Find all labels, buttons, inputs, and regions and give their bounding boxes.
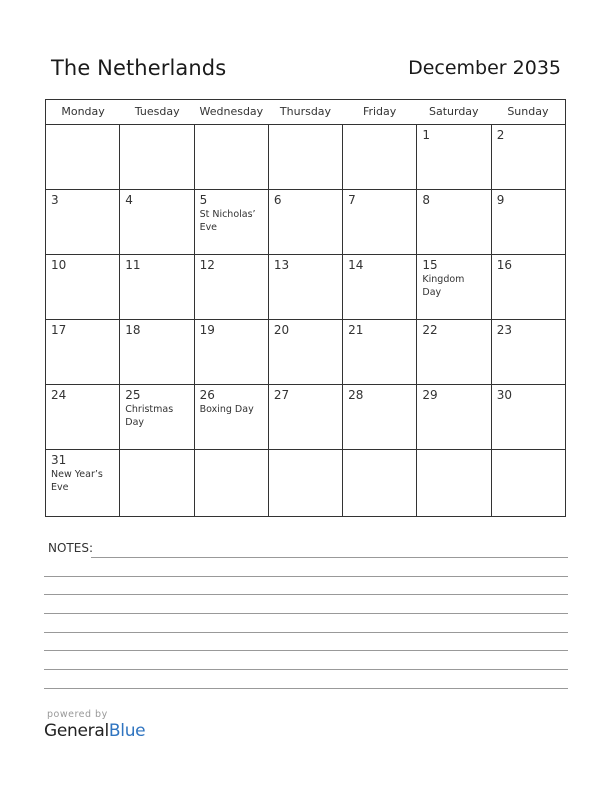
day-cell[interactable] — [417, 125, 491, 189]
day-cell[interactable] — [343, 190, 417, 254]
day-cell[interactable] — [417, 190, 491, 254]
week-row — [46, 320, 565, 385]
day-number: 28 — [348, 388, 364, 402]
day-cell[interactable] — [417, 320, 491, 384]
notes-line — [44, 650, 568, 651]
holiday-label: Christmas Day — [125, 404, 174, 428]
day-cell[interactable] — [492, 125, 565, 189]
day-cell[interactable] — [120, 320, 194, 384]
day-cell[interactable] — [343, 320, 417, 384]
day-cell[interactable] — [46, 125, 120, 189]
day-cell[interactable] — [492, 190, 565, 254]
day-number: 14 — [348, 258, 364, 272]
week-row — [46, 385, 565, 450]
day-cell[interactable] — [195, 385, 269, 449]
day-number: 9 — [496, 193, 505, 207]
brand-blue-text: Blue — [108, 721, 146, 741]
generalblue-logo[interactable] — [44, 721, 145, 741]
calendar-country-title: The Netherlands — [51, 56, 227, 80]
day-cell[interactable] — [195, 255, 269, 319]
weekday-header-sunday: Sunday — [507, 105, 549, 118]
day-cell[interactable] — [269, 385, 343, 449]
day-cell[interactable] — [120, 125, 194, 189]
day-cell[interactable] — [417, 255, 491, 319]
day-number: 29 — [422, 388, 438, 402]
weekday-header-monday: Monday — [61, 105, 105, 118]
day-number: 26 — [199, 388, 215, 402]
day-cell[interactable] — [46, 450, 120, 516]
day-number: 10 — [51, 258, 67, 272]
day-cell[interactable] — [492, 385, 565, 449]
day-number: 27 — [273, 388, 290, 402]
notes-line — [44, 576, 568, 577]
day-cell[interactable] — [46, 190, 120, 254]
notes-label: NOTES: — [48, 541, 93, 555]
day-cell[interactable] — [120, 450, 194, 516]
day-number: 2 — [496, 128, 505, 142]
day-number: 23 — [496, 323, 512, 337]
day-cell[interactable] — [46, 255, 120, 319]
day-number: 31 — [51, 453, 67, 467]
week-row — [46, 125, 565, 190]
day-cell[interactable] — [195, 320, 269, 384]
notes-line — [44, 632, 568, 633]
day-number: 6 — [273, 193, 282, 207]
day-number: 1 — [422, 128, 431, 142]
weekday-header-wednesday: Wednesday — [199, 105, 264, 118]
holiday-label: St Nicholas’ Eve — [199, 209, 256, 233]
day-number: 21 — [348, 323, 364, 337]
day-cell[interactable] — [492, 320, 565, 384]
week-row — [46, 450, 565, 516]
powered-by-text: powered by — [47, 709, 108, 720]
day-cell[interactable] — [343, 385, 417, 449]
holiday-label: New Year’s Eve — [51, 469, 103, 493]
day-cell[interactable] — [492, 450, 565, 516]
notes-line — [44, 613, 568, 614]
day-cell[interactable] — [120, 255, 194, 319]
day-number: 16 — [496, 258, 512, 272]
day-cell[interactable] — [195, 190, 269, 254]
day-cell[interactable] — [343, 255, 417, 319]
day-number: 19 — [199, 323, 215, 337]
day-cell[interactable] — [417, 385, 491, 449]
weekday-header-thursday: Thursday — [279, 105, 332, 118]
day-number: 7 — [348, 193, 356, 207]
day-cell[interactable] — [343, 125, 417, 189]
day-cell[interactable] — [269, 255, 343, 319]
day-number: 13 — [273, 258, 290, 272]
day-cell[interactable] — [195, 450, 269, 516]
brand-general-text: General — [44, 721, 109, 741]
day-cell[interactable] — [269, 190, 343, 254]
calendar-grid — [45, 99, 566, 517]
day-number: 12 — [199, 258, 215, 272]
notes-line — [44, 594, 568, 595]
day-number: 30 — [496, 388, 512, 402]
calendar-month-title: December 2035 — [408, 57, 561, 79]
day-number: 18 — [125, 323, 141, 337]
day-number: 24 — [51, 388, 67, 402]
holiday-label: Kingdom Day — [422, 274, 465, 298]
day-cell[interactable] — [492, 255, 565, 319]
day-cell[interactable] — [417, 450, 491, 516]
notes-line — [44, 669, 568, 670]
holiday-label: Boxing Day — [199, 404, 254, 415]
day-number: 20 — [273, 323, 290, 337]
day-number: 15 — [422, 258, 438, 272]
day-number: 5 — [199, 193, 208, 207]
weekday-header-row — [46, 100, 565, 125]
week-row — [46, 190, 565, 255]
day-cell[interactable] — [120, 385, 194, 449]
day-cell[interactable] — [269, 320, 343, 384]
day-cell[interactable] — [120, 190, 194, 254]
day-cell[interactable] — [46, 320, 120, 384]
day-cell[interactable] — [46, 385, 120, 449]
weekday-header-tuesday: Tuesday — [134, 105, 180, 118]
day-number: 11 — [125, 258, 141, 272]
day-cell[interactable] — [195, 125, 269, 189]
day-cell[interactable] — [269, 450, 343, 516]
day-number: 3 — [51, 193, 59, 207]
day-cell[interactable] — [269, 125, 343, 189]
weekday-header-saturday: Saturday — [428, 105, 479, 118]
notes-line — [44, 688, 568, 689]
notes-line — [91, 557, 568, 558]
day-number: 4 — [125, 193, 133, 207]
weekday-header-friday: Friday — [362, 105, 397, 118]
day-number: 25 — [125, 388, 141, 402]
day-number: 22 — [422, 323, 438, 337]
day-cell[interactable] — [343, 450, 417, 516]
day-number: 17 — [51, 323, 67, 337]
day-number: 8 — [422, 193, 431, 207]
week-row — [46, 255, 565, 320]
